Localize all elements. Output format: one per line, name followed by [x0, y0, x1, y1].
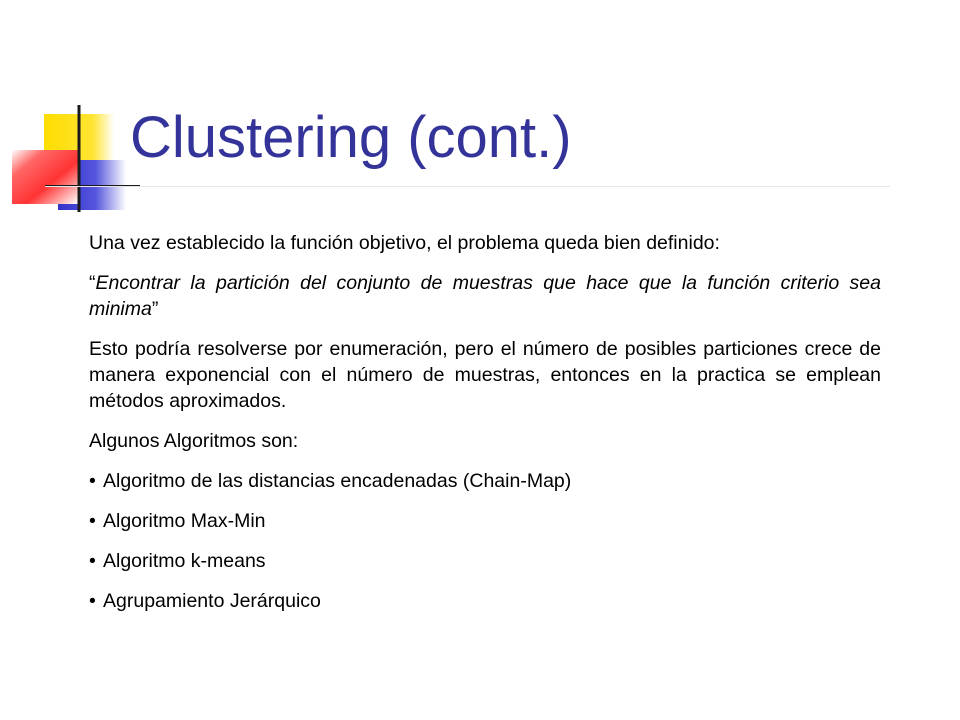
bullet-icon: •	[89, 470, 96, 492]
list-item	[89, 468, 881, 494]
slide-body	[89, 230, 881, 628]
list-item-label: Algoritmo Max-Min	[103, 510, 266, 532]
algorithms-heading: Algunos Algoritmos son:	[89, 430, 299, 452]
explanation-paragraph: Esto podría resolverse por enumeración, pero el número de posibles particiones crece de manera exponencial con el número de muestras, entonces en la practica se emplean métodos aproximados.	[89, 338, 881, 412]
list-item	[89, 508, 881, 534]
list-item-label: Algoritmo de las distancias encadenadas (Chain-Map)	[103, 470, 572, 492]
bullet-icon: •	[89, 550, 96, 572]
red-square-shape	[12, 150, 78, 204]
bullet-icon: •	[89, 510, 96, 532]
quote-paragraph	[89, 270, 881, 322]
quote-text: Encontrar la partición del conjunto de muestras que hace que la función criterio sea minima	[89, 272, 881, 320]
bullet-icon: •	[89, 590, 96, 612]
quote-close-mark: ”	[151, 298, 159, 320]
list-item	[89, 588, 881, 614]
list-item-label: Algoritmo k-means	[103, 550, 266, 572]
quote-open-mark: “	[89, 272, 96, 294]
list-item-label: Agrupamiento Jerárquico	[103, 590, 321, 612]
decorative-corner-graphic	[0, 0, 140, 220]
intro-paragraph: Una vez establecido la función objetivo, el problema queda bien definido:	[89, 232, 720, 254]
title-underline-rule	[45, 186, 890, 187]
slide-title: Clustering (cont.)	[130, 105, 572, 170]
list-item	[89, 548, 881, 574]
algorithms-list	[89, 468, 881, 614]
